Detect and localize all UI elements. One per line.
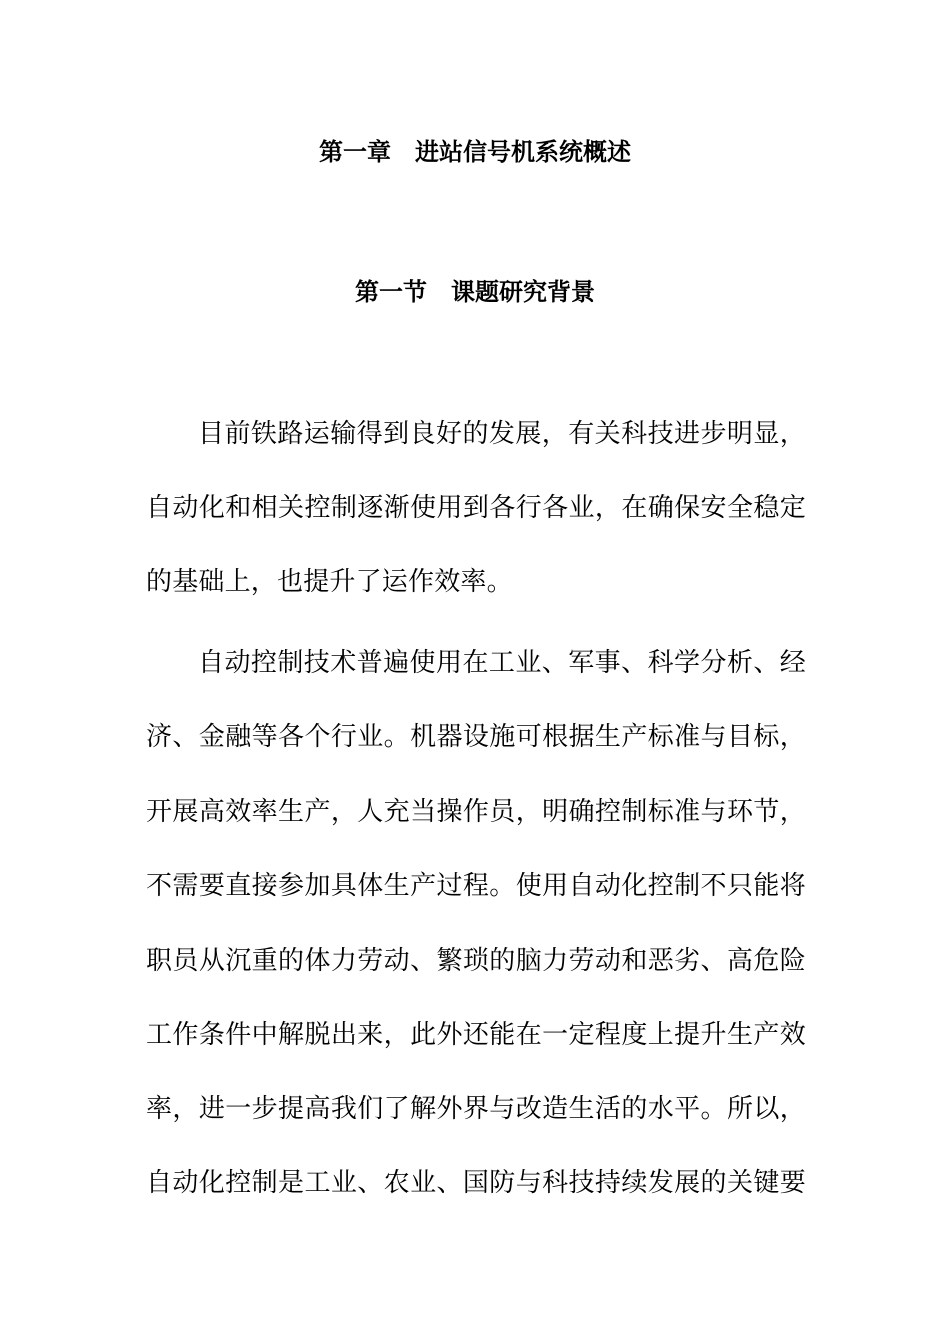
paragraph-2-line-8: 自动化控制是工业、农业、国防与科技持续发展的关键要 (146, 1168, 806, 1198)
paragraph-2-line-6: 工作条件中解脱出来，此外还能在一定程度上提升生产效 (146, 1020, 806, 1050)
paragraph-2-line-1: 自动控制技术普遍使用在工业、军事、科学分析、经 (198, 648, 806, 678)
paragraph-2-line-2: 济、金融等各个行业。机器设施可根据生产标准与目标， (146, 722, 806, 752)
section-title: 第一节 课题研究背景 (355, 277, 595, 306)
paragraph-1-line-1: 目前铁路运输得到良好的发展，有关科技进步明显， (198, 419, 806, 449)
paragraph-1-line-2: 自动化和相关控制逐渐使用到各行各业，在确保安全稳定 (146, 493, 806, 523)
chapter-title: 第一章 进站信号机系统概述 (319, 137, 631, 166)
paragraph-2-line-4: 不需要直接参加具体生产过程。使用自动化控制不只能将 (146, 871, 806, 901)
paragraph-1-line-3: 的基础上，也提升了运作效率。 (146, 567, 513, 597)
paragraph-2-line-7: 率，进一步提高我们了解外界与改造生活的水平。所以， (146, 1094, 806, 1124)
paragraph-2-line-5: 职员从沉重的体力劳动、繁琐的脑力劳动和恶劣、高危险 (146, 946, 806, 976)
paragraph-2-line-3: 开展高效率生产，人充当操作员，明确控制标准与环节， (146, 797, 806, 827)
